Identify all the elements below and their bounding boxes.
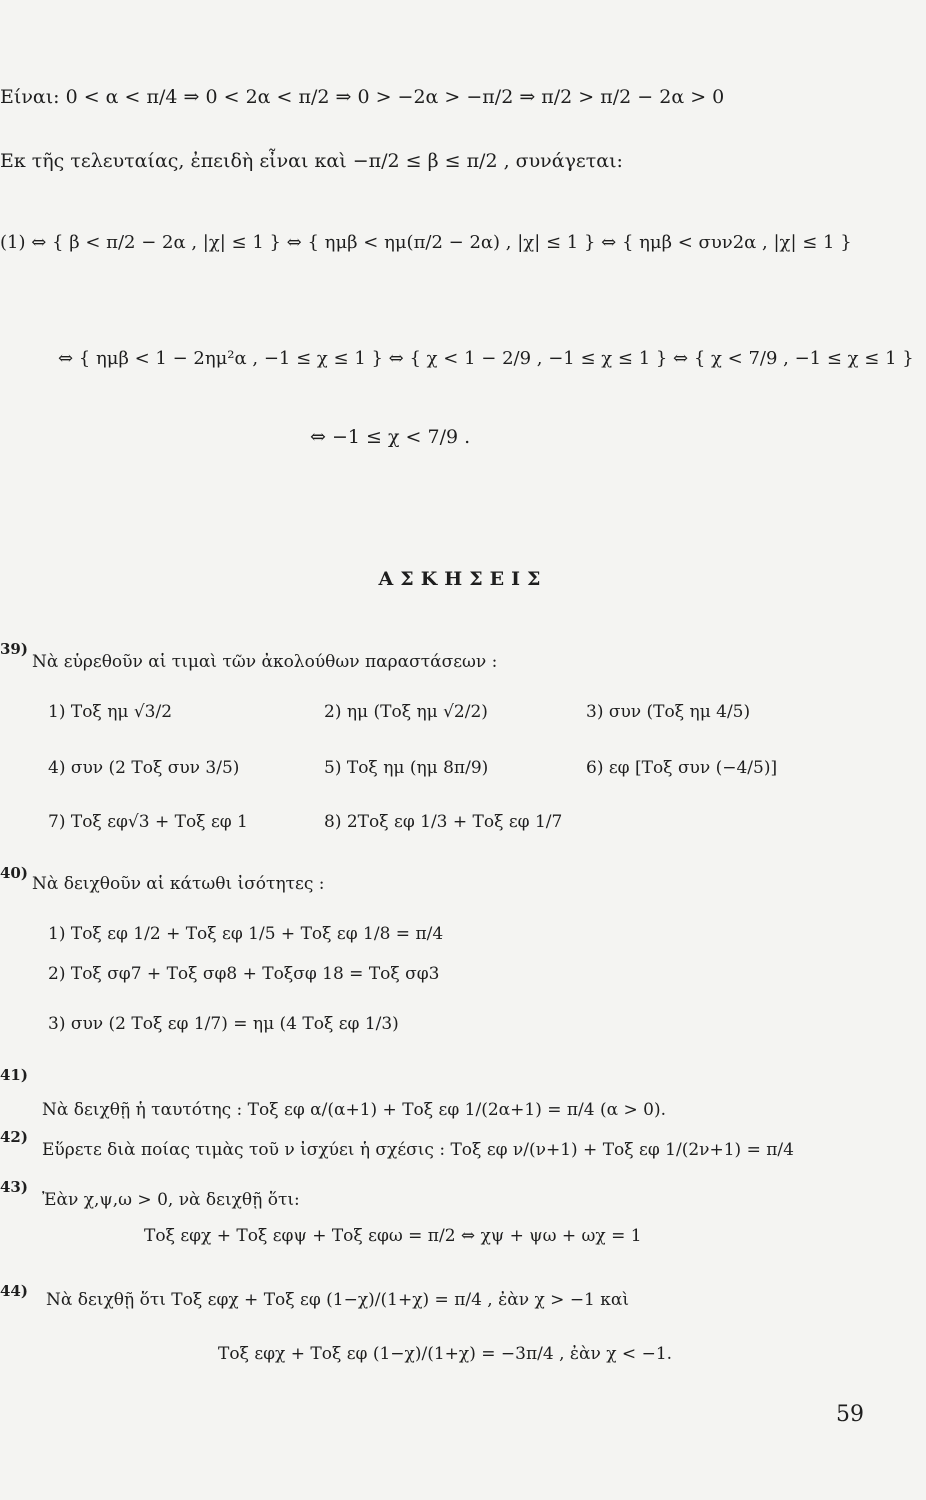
section-heading: ΑΣΚΗΣΕΙΣ [378,568,548,590]
exercise-item: 6) εφ [Τοξ συν (−4/5)] [586,758,778,778]
exercise-text: Νὰ δειχθῇ ἡ ταυτότης : Τοξ εφ α/(α+1) + Τοξ εφ 1/(2α+1) = π/4 (α > 0). [42,1100,667,1120]
exercise-text: Εὕρετε διὰ ποίας τιμὰς τοῦ ν ἰσχύει ἡ σχέσις : Τοξ εφ ν/(ν+1) + Τοξ εφ 1/(2ν+1) = π/4 [42,1140,794,1160]
solution-line: ⇔ −1 ≤ χ < 7/9 . [310,426,471,448]
exercise-text: Ἐὰν χ,ψ,ω > 0, νὰ δειχθῇ ὅτι: [42,1190,300,1210]
exercise-text: Νὰ εὑρεθοῦν αἱ τιμαὶ τῶν ἀκολούθων παραστάσεων : [32,652,498,672]
exercise-number: 43) [0,1178,28,1196]
exercise-item: 5) Τοξ ημ (ημ 8π/9) [324,758,489,778]
exercise-item: 2) ημ (Τοξ ημ √2/2) [324,702,488,722]
solution-line: Εκ τῆς τελευταίας, ἐπειδὴ εἶναι καὶ −π/2 ≤ β ≤ π/2 , συνάγεται: [0,150,623,172]
exercise-item: 3) συν (Τοξ ημ 4/5) [586,702,751,722]
exercise-item: Τοξ εφχ + Τοξ εφ (1−χ)/(1+χ) = −3π/4 , ἐὰν χ < −1. [218,1344,673,1364]
exercise-item: 4) συν (2 Τοξ συν 3/5) [48,758,240,778]
exercise-item: Τοξ εφχ + Τοξ εφψ + Τοξ εφω = π/2 ⇔ χψ + ψω + ωχ = 1 [144,1226,642,1246]
solution-line: (1) ⇔ { β < π/2 − 2α , |χ| ≤ 1 } ⇔ { ημβ < ημ(π/2 − 2α) , |χ| ≤ 1 } ⇔ { ημβ < συν2α , |χ| ≤ 1 } [0,232,852,253]
exercise-number: 42) [0,1128,28,1146]
exercise-number: 40) [0,864,28,882]
exercise-item: 1) Τοξ εφ 1/2 + Τοξ εφ 1/5 + Τοξ εφ 1/8 = π/4 [48,924,444,944]
exercise-number: 39) [0,640,28,658]
exercise-item: 1) Τοξ ημ √3/2 [48,702,173,722]
page-number: 59 [836,1402,864,1427]
exercise-text: Νὰ δειχθοῦν αἱ κάτωθι ἰσότητες : [32,874,325,894]
exercise-item: 7) Τοξ εφ√3 + Τοξ εφ 1 [48,812,248,832]
exercise-number: 41) [0,1066,28,1084]
solution-line: Είναι: 0 < α < π/4 ⇒ 0 < 2α < π/2 ⇒ 0 > −2α > −π/2 ⇒ π/2 > π/2 − 2α > 0 [0,86,725,108]
exercise-item: 3) συν (2 Τοξ εφ 1/7) = ημ (4 Τοξ εφ 1/3) [48,1014,399,1034]
exercise-item: 2) Τοξ σφ7 + Τοξ σφ8 + Τοξσφ 18 = Τοξ σφ3 [48,964,440,984]
exercise-text: Νὰ δειχθῇ ὅτι Τοξ εφχ + Τοξ εφ (1−χ)/(1+χ) = π/4 , ἐὰν χ > −1 καὶ [46,1290,630,1310]
solution-line: ⇔ { ημβ < 1 − 2ημ²α , −1 ≤ χ ≤ 1 } ⇔ { χ < 1 − 2/9 , −1 ≤ χ ≤ 1 } ⇔ { χ < 7/9 , −1 ≤ χ ≤ 1 } [58,348,914,369]
exercise-item: 8) 2Τοξ εφ 1/3 + Τοξ εφ 1/7 [324,812,563,832]
exercise-number: 44) [0,1282,28,1300]
